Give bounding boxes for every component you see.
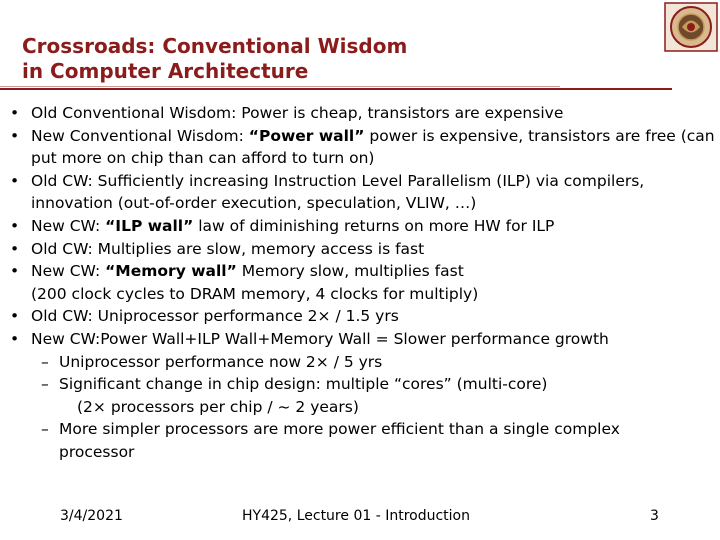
bullet-emphasis: “Memory wall” (105, 262, 237, 281)
bullet-text: Old CW: Multiplies are slow, memory access is fast (31, 239, 425, 258)
bullet-text: Old CW: Sufficiently increasing Instruction Level Parallelism (ILP) via compilers, innovation (out-of-order execution, speculation, VLIW, …) (31, 171, 645, 213)
bullet-text: New Conventional Wisdom: (31, 126, 249, 145)
sub-bullet-dash: – (41, 375, 49, 394)
bullet-dot: • (10, 216, 20, 235)
bullet-item (10, 125, 716, 170)
title-underline (0, 88, 672, 90)
sub-bullet-text-continued: processor (59, 442, 135, 461)
university-seal-icon (664, 2, 718, 52)
footer-course: HY425, Lecture 01 - Introduction (242, 508, 470, 524)
bullet-dot: • (10, 329, 20, 348)
title-line-2: in Computer Architecture (22, 59, 309, 83)
sub-bullet-dash: – (41, 420, 49, 439)
bullet-item (10, 328, 716, 351)
slide-title (22, 34, 407, 84)
sub-bullet-dash: – (41, 352, 49, 371)
bullet-dot: • (10, 104, 20, 122)
bullet-text: New CW:Power Wall+ILP Wall+Memory Wall = Slower performance growth (31, 329, 609, 348)
sub-bullet-item (10, 373, 716, 418)
sub-bullet-item (10, 351, 716, 374)
bullet-item (10, 170, 716, 215)
bullet-item (10, 260, 716, 305)
bullet-emphasis: “Power wall” (248, 126, 365, 145)
bullet-item (10, 238, 716, 261)
sub-bullet-text: Significant change in chip design: multiple “cores” (multi-core) (59, 375, 548, 394)
title-underline-shadow (0, 86, 560, 87)
bullet-text: Memory slow, multiplies fast (236, 262, 464, 281)
sub-bullet-text-continued: (2× processors per chip / ~ 2 years) (77, 397, 359, 416)
bullet-text-continued: (200 clock cycles to DRAM memory, 4 clocks for multiply) (31, 284, 479, 303)
sub-bullet-item (10, 418, 716, 463)
bullet-dot: • (10, 239, 20, 258)
bullet-dot: • (10, 307, 20, 326)
bullet-text: law of diminishing returns on more HW for ILP (193, 216, 555, 235)
bullet-dot: • (10, 126, 20, 145)
bullet-text: power is expensive, transistors are free (can put more on chip than can afford to turn on) (31, 126, 715, 168)
bullet-emphasis: “ILP wall” (105, 216, 194, 235)
bullet-text: Old CW: Uniprocessor performance 2× / 1.5 yrs (31, 307, 399, 326)
footer-date: 3/4/2021 (60, 508, 123, 524)
sub-bullet-text: Uniprocessor performance now 2× / 5 yrs (59, 352, 383, 371)
bullet-item (10, 215, 716, 238)
bullet-list (10, 102, 716, 464)
bullet-text: New CW: (31, 262, 106, 281)
bullet-item (10, 305, 716, 328)
bullet-item (10, 102, 716, 125)
bullet-text: Old Conventional Wisdom: Power is cheap, transistors are expensive (31, 104, 564, 122)
bullet-dot: • (10, 171, 20, 190)
sub-bullet-text: More simpler processors are more power efficient than a single complex (59, 420, 620, 439)
footer-page-number: 3 (650, 508, 659, 524)
bullet-dot: • (10, 262, 20, 281)
title-line-1: Crossroads: Conventional Wisdom (22, 34, 408, 58)
bullet-text: New CW: (31, 216, 106, 235)
